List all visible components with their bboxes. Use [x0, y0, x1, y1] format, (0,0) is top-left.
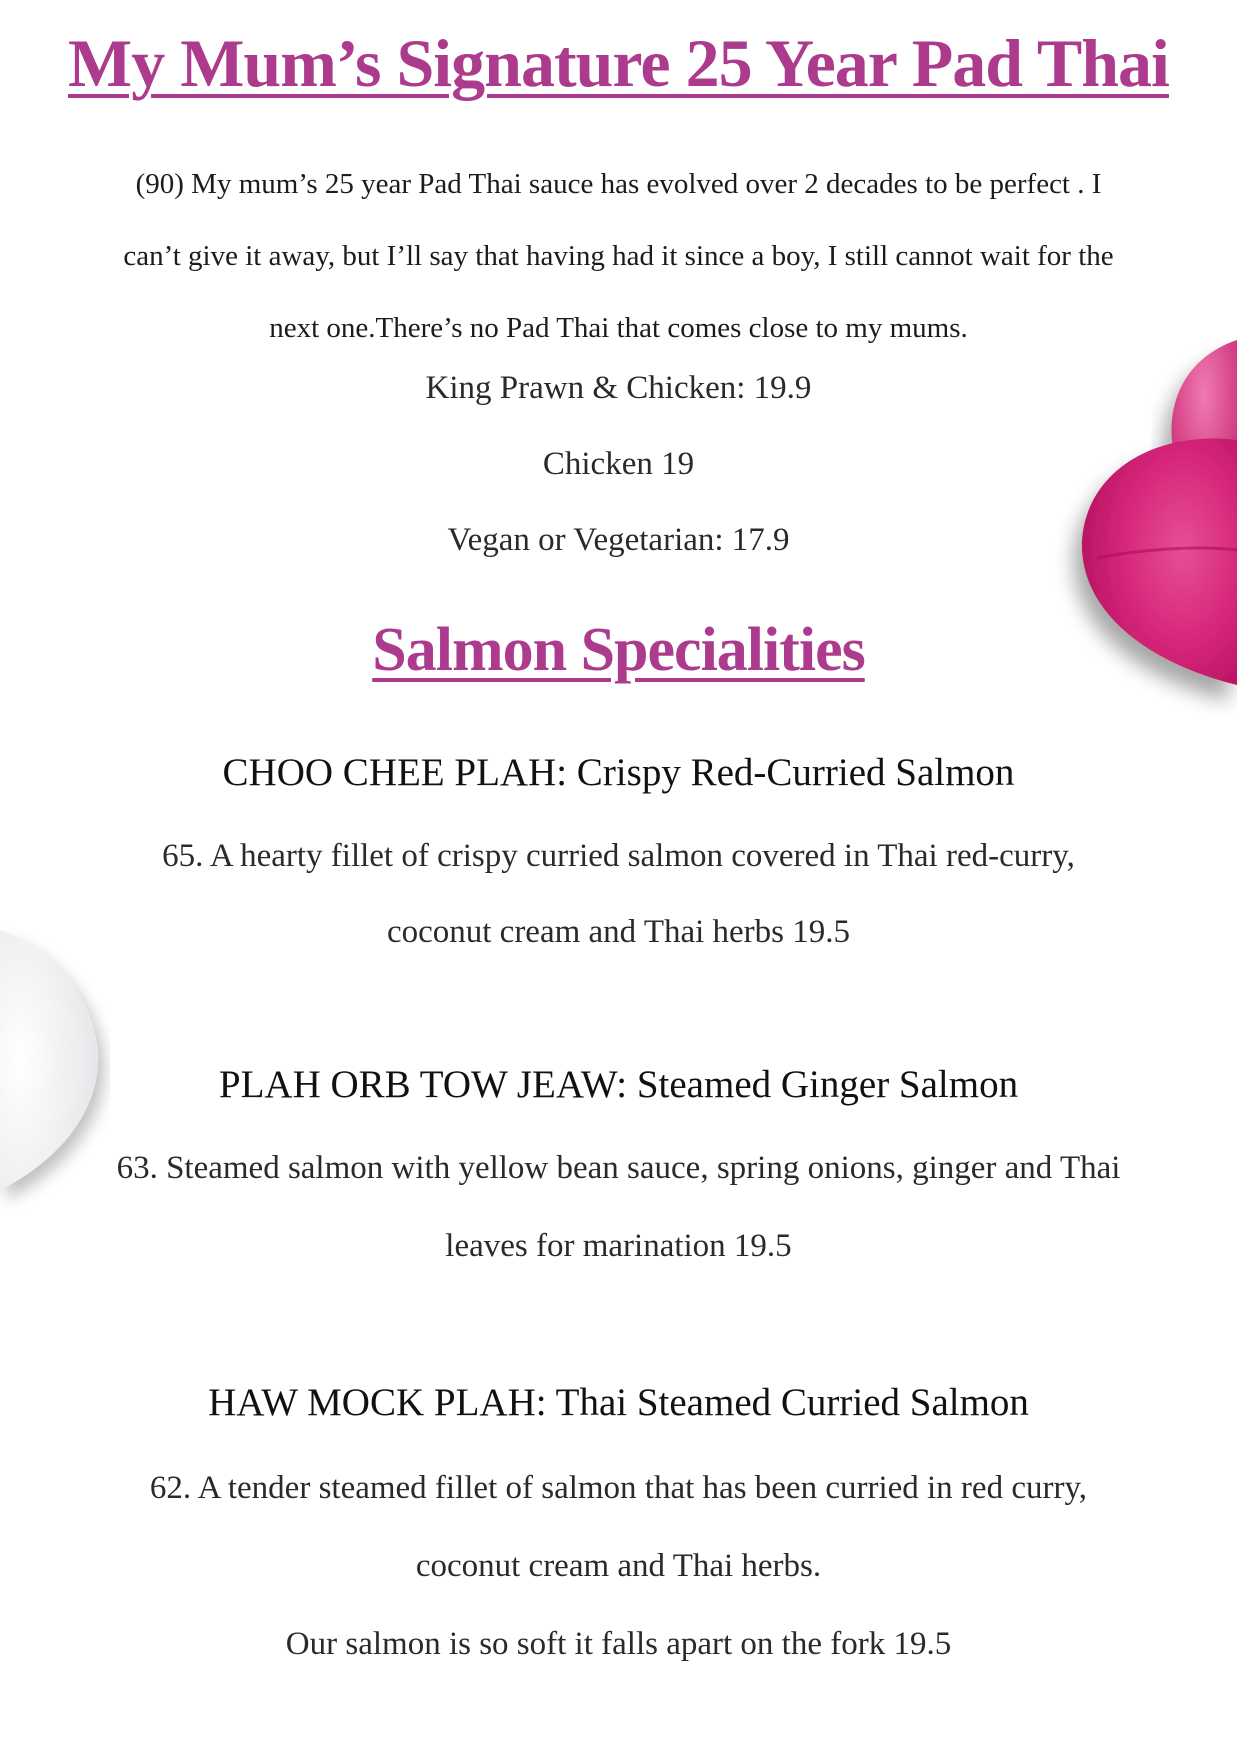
- dish-title-haw-mock-plah: HAW MOCK PLAH: Thai Steamed Curried Salmon: [208, 1381, 1029, 1424]
- pad-thai-description: [40, 148, 1197, 364]
- dish-title-plah-orb-tow-jeaw: PLAH ORB TOW JEAW: Steamed Ginger Salmon: [218, 1063, 1019, 1106]
- pad-thai-description-line: can’t give it away, but I’ll say that having had it since a boy, I still cannot wait for the: [123, 240, 1114, 272]
- dish-desc-plah-orb-tow-jeaw: leaves for marination 19.5: [445, 1228, 792, 1264]
- pad-thai-description-line: (90) My mum’s 25 year Pad Thai sauce has evolved over 2 decades to be perfect . I: [135, 168, 1102, 200]
- pad-thai-description-line: next one.There’s no Pad Thai that comes close to my mums.: [269, 312, 968, 344]
- price-chicken: Chicken 19: [542, 446, 695, 482]
- dish-title-choo-chee-plah: CHOO CHEE PLAH: Crispy Red-Curried Salmon: [222, 751, 1015, 794]
- dish-desc-choo-chee-plah: coconut cream and Thai herbs 19.5: [386, 914, 851, 950]
- salmon-heading: Salmon Specialities: [372, 616, 865, 684]
- price-vegan-vegetarian: Vegan or Vegetarian: 17.9: [447, 522, 790, 558]
- pad-thai-heading: My Mum’s Signature 25 Year Pad Thai: [68, 25, 1169, 101]
- pink-flower-petal-decoration: [1007, 340, 1237, 800]
- dish-desc-plah-orb-tow-jeaw: 63. Steamed salmon with yellow bean sauce, spring onions, ginger and Thai: [116, 1150, 1121, 1186]
- dish-desc-haw-mock-plah: coconut cream and Thai herbs.: [415, 1548, 822, 1584]
- price-king-prawn-chicken: King Prawn & Chicken: 19.9: [425, 370, 812, 406]
- dish-desc-choo-chee-plah: 65. A hearty fillet of crispy curried salmon covered in Thai red-curry,: [162, 838, 1075, 874]
- dish-desc-haw-mock-plah: Our salmon is so soft it falls apart on the fork 19.5: [285, 1626, 952, 1662]
- dish-desc-haw-mock-plah: 62. A tender steamed fillet of salmon that has been curried in red curry,: [149, 1470, 1088, 1506]
